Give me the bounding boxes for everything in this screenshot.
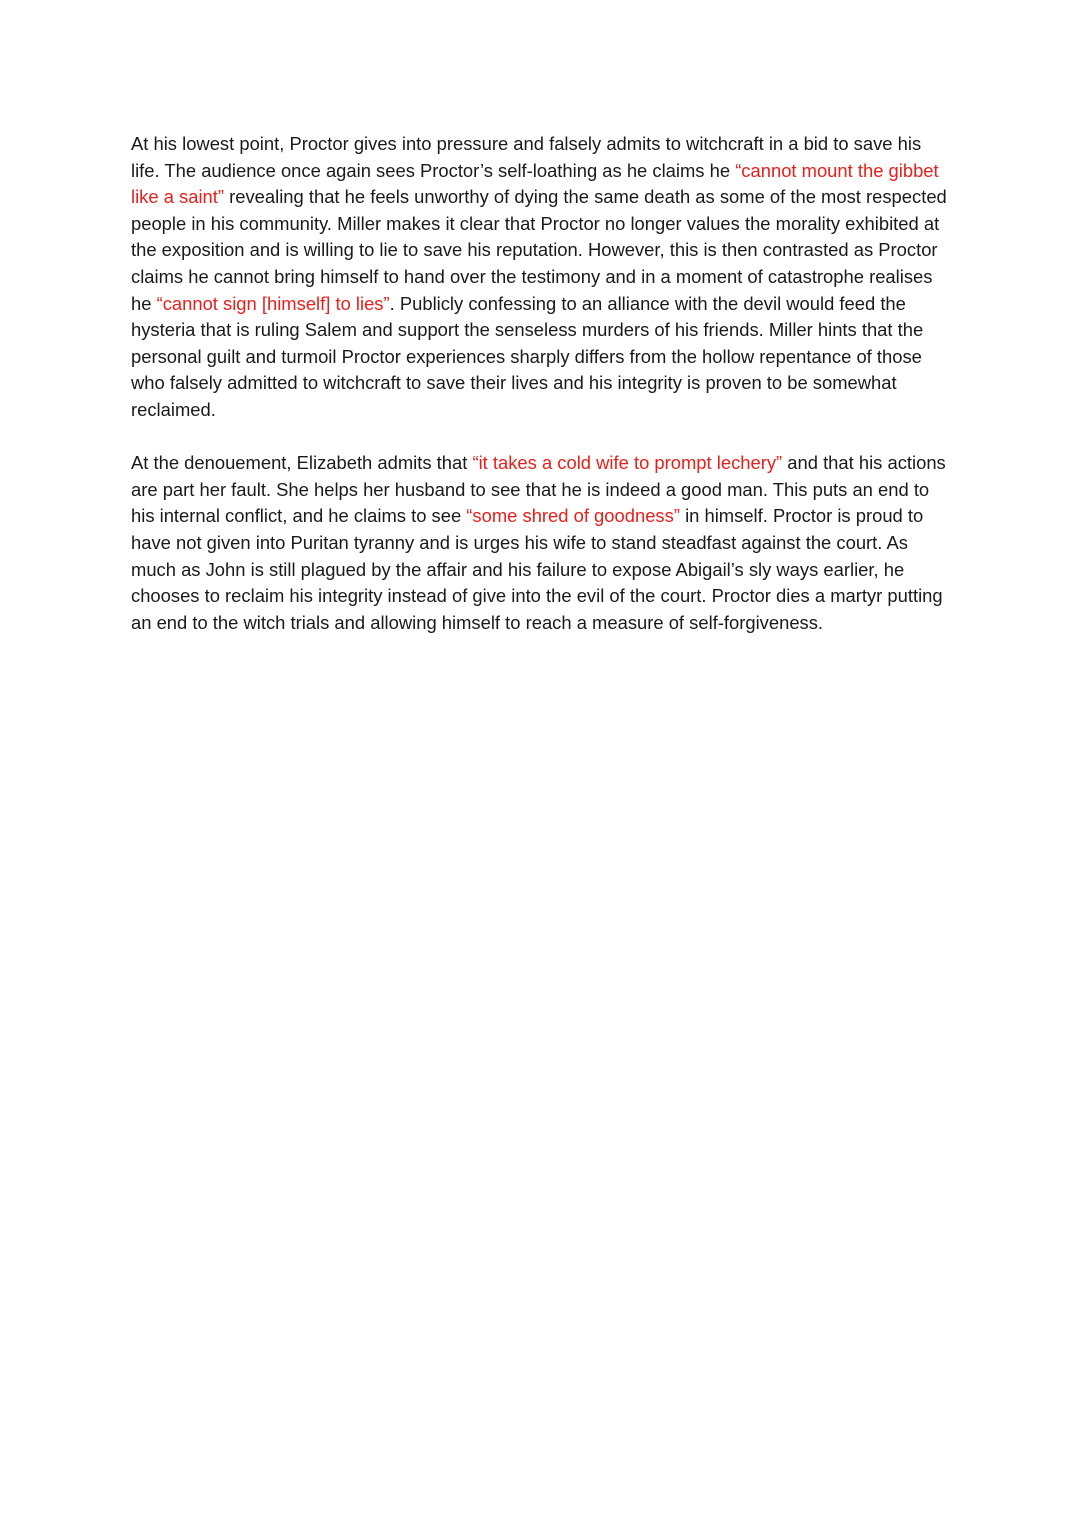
text-segment: At his lowest point, Proctor gives into pressure and falsely admits to witchcraft in a bid to save his life. The audience once again sees Proctor’s self-loathing as he claims he: [131, 133, 922, 181]
text-segment: revealing that he feels unworthy of dying the same death as some of the most respected people in his community. Miller makes it clear that Proctor no longer values the morality exhibited at the exposition and is willing to lie to save his reputation. However, this is then contrasted as Proctor claims he cannot bring himself to hand over the testimony and in a moment of catastrophe realises he: [131, 186, 947, 314]
quote-segment: “cannot mount the gibbet like a saint”: [131, 159, 939, 208]
quote-segment: “it takes a cold wife to prompt lechery”: [472, 452, 783, 474]
quote-segment: “some shred of goodness”: [466, 505, 680, 527]
paragraph-confession: [131, 131, 953, 424]
text-segment: . Publicly confessing to an alliance with the devil would feed the hysteria that is ruling Salem and support the senseless murders of his friends. Miller hints that the personal guilt and turmoil Proctor experiences sharply differs from the hollow repentance of those who falsely admitted to witchcraft to save their lives and his integrity is proven to be somewhat reclaimed.: [131, 292, 924, 420]
paragraph-denouement: [131, 450, 953, 636]
essay-body: [131, 131, 953, 663]
text-segment: in himself. Proctor is proud to have not given into Puritan tyranny and is urges his wife to stand steadfast against the court. As much as John is still plagued by the affair and his failure to expose Abigail’s sly ways earlier, he chooses to reclaim his integrity instead of give into the evil of the court. Proctor dies a martyr putting an end to the witch trials and allowing himself to reach a measure of self-forgiveness.: [131, 505, 943, 633]
text-segment: and that his actions are part her fault. She helps her husband to see that he is indeed a good man. This puts an end to his internal conflict, and he claims to see: [131, 452, 946, 527]
quote-segment: “cannot sign [himself] to lies”: [156, 292, 390, 314]
text-segment: At the denouement, Elizabeth admits that: [131, 452, 473, 474]
